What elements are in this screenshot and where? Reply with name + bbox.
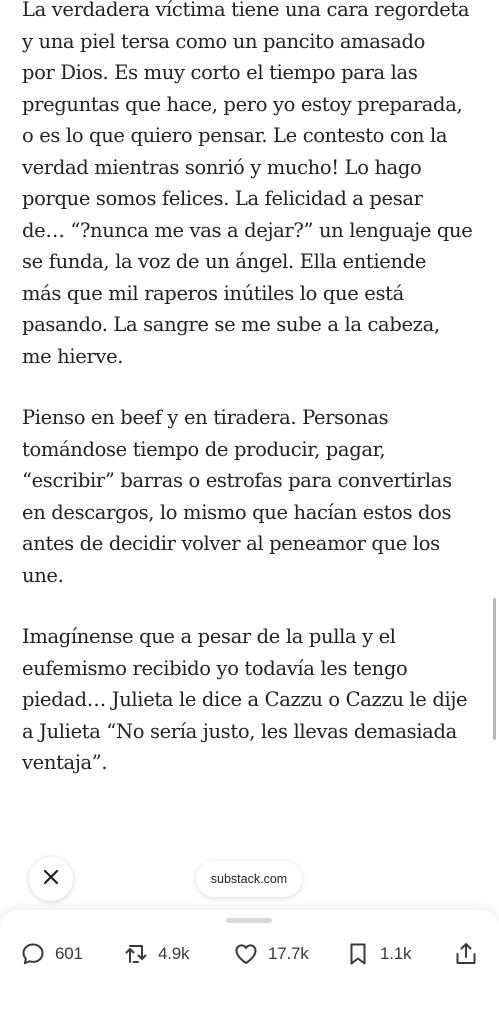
restacks-count: 4.9k bbox=[158, 944, 190, 963]
action-bar bbox=[0, 910, 499, 1024]
text-line: ventaja”. bbox=[22, 751, 108, 774]
url-text: substack.com bbox=[210, 872, 288, 886]
url-pill[interactable] bbox=[196, 861, 302, 897]
comment-icon bbox=[19, 940, 47, 968]
close-icon bbox=[42, 868, 60, 890]
text-line: y una piel tersa como un pancito amasado bbox=[22, 29, 425, 53]
text-line: se funda, la voz de un ángel. Ella entiende bbox=[22, 250, 427, 273]
text-line: de… “?nunca me vas a dejar?” un lenguaje que bbox=[22, 218, 473, 242]
text-line: une. bbox=[22, 563, 64, 587]
text-line: antes de decidir volver al peneamor que los bbox=[22, 532, 440, 555]
sheet-grabber[interactable] bbox=[226, 918, 272, 923]
close-button[interactable] bbox=[29, 857, 73, 901]
text-line: piedad… Julieta le dice a Cazzu o Cazzu le dije bbox=[22, 688, 468, 711]
restack-icon bbox=[122, 940, 150, 968]
restack-button[interactable] bbox=[122, 938, 189, 970]
text-line: pasando. La sangre se me sube a la cabeza, bbox=[22, 313, 440, 336]
text-line: Imagínense que a pesar de la pulla y el bbox=[22, 625, 396, 648]
paragraph bbox=[22, 0, 490, 372]
scroll-indicator[interactable] bbox=[493, 598, 496, 740]
bookmark-button[interactable] bbox=[344, 938, 411, 970]
text-line: en descargos, lo mismo que hacían estos dos bbox=[22, 500, 452, 524]
bookmarks-count: 1.1k bbox=[380, 944, 412, 963]
share-button[interactable] bbox=[452, 938, 488, 970]
bookmark-icon bbox=[344, 940, 372, 968]
share-icon bbox=[452, 940, 480, 968]
comments-count: 601 bbox=[55, 944, 83, 963]
text-line: “escribir” barras o estrofas para convertirlas bbox=[22, 469, 452, 492]
text-line: más que mil raperos inútiles lo que está bbox=[22, 281, 404, 305]
text-line: a Julieta “No sería justo, les llevas demasiada bbox=[22, 719, 457, 743]
article-body bbox=[22, 0, 490, 809]
likes-count: 17.7k bbox=[268, 944, 309, 963]
text-line: Pienso en beef y en tiradera. Personas bbox=[22, 406, 389, 429]
text-line: preguntas que hace, pero yo estoy preparada, bbox=[22, 92, 463, 116]
text-line: o es lo que quiero pensar. Le contesto con la bbox=[22, 124, 448, 147]
like-button[interactable] bbox=[232, 938, 309, 970]
text-line: tomándose tiempo de producir, pagar, bbox=[22, 437, 386, 461]
heart-icon bbox=[232, 940, 260, 968]
text-line: verdad mientras sonrió y mucho! Lo hago bbox=[22, 155, 422, 179]
text-line: por Dios. Es muy corto el tiempo para las bbox=[22, 61, 418, 84]
text-line: me hierve. bbox=[22, 344, 124, 368]
text-line: eufemismo recibido yo todavía les tengo bbox=[22, 656, 408, 680]
text-line: porque somos felices. La felicidad a pesar bbox=[22, 187, 423, 210]
comments-button[interactable] bbox=[19, 938, 83, 970]
paragraph bbox=[22, 621, 490, 779]
paragraph bbox=[22, 402, 490, 591]
text-line: La verdadera víctima tiene una cara regordeta bbox=[22, 0, 470, 21]
